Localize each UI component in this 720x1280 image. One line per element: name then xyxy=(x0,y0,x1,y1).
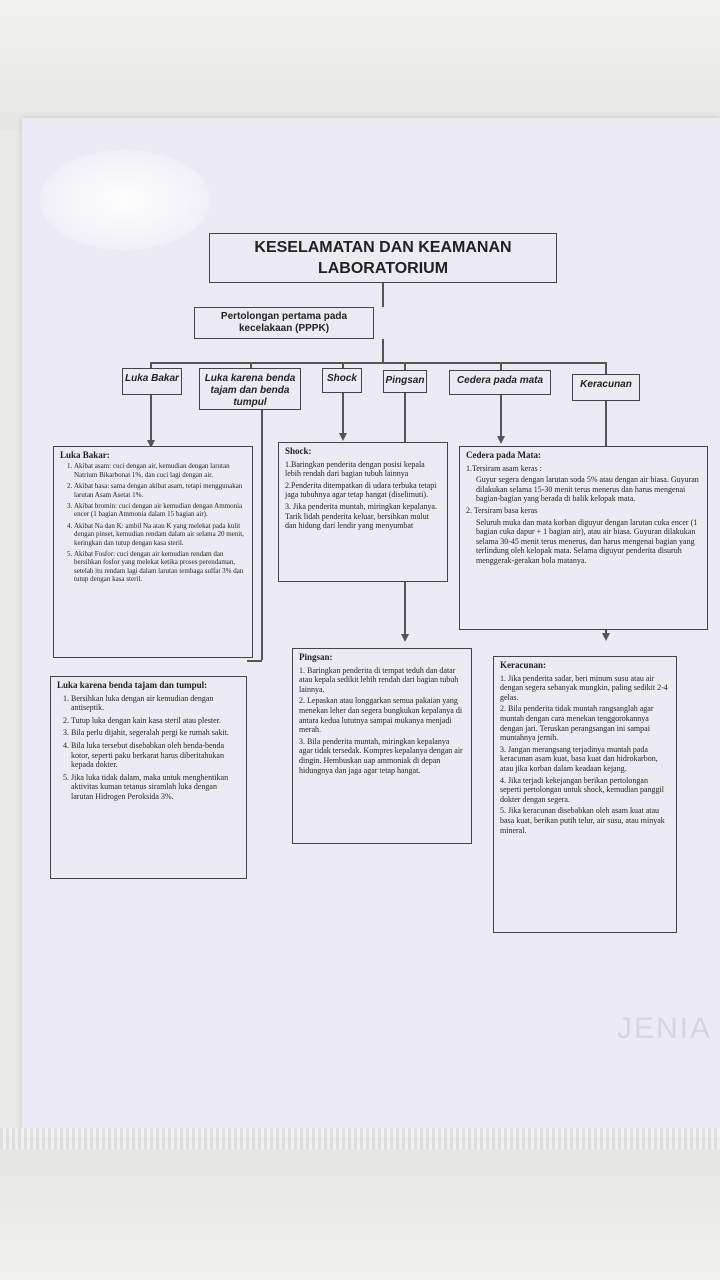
connector-line xyxy=(382,339,384,363)
light-glare xyxy=(40,150,210,250)
connector-line xyxy=(342,392,344,437)
list-item: 2. Bila penderita tidak muntah rangsanglah agar muntah dengan cara menekan tenggorokannya dengan jari. Teruskan perangsangan ini sampai muntahnya jernih. xyxy=(500,704,654,743)
connector-line xyxy=(500,362,502,370)
panel-heading: Luka Bakar: xyxy=(60,450,110,460)
list-item: 1.Baringkan penderita dengan posisi kepala lebih rendah dari bagian tubuh lainnya xyxy=(285,459,425,479)
panel-heading: Keracunan: xyxy=(500,660,546,670)
connector-line xyxy=(500,394,502,438)
list-item: 1. Baringkan penderita di tempat teduh dan datar atau kepala sedikit lebih rendah dari bagian tubuh lainnya. xyxy=(299,665,459,694)
connector-line xyxy=(261,400,263,660)
category-cedera-mata: Cedera pada mata xyxy=(449,370,551,395)
list-item: 3. Bila penderita muntah, miringkan kepalanya agar tidak tersedak. Kompres kepalanya dengan air dingin. Hembuskan uap ammoniak di depan hidungnya dan jaga agar tetap hangat. xyxy=(299,736,463,775)
category-luka-tajam: Luka karena benda tajam dan benda tumpul xyxy=(199,368,301,410)
arrow-icon xyxy=(497,436,505,444)
list-item: 1. Jika penderita sadar, beri minum susu atau air dengan segera sebanyak mungkin, paling sedikit 2-4 gelas. xyxy=(500,673,668,702)
list-item: Seluruh muka dan mata korban diguyur dengan larutan cuka encer (1 bagian cuka dapur + 1 bagian air), atau air biasa. Guyuran dilakukan selama 30-45 menit terus menerus, dan harus mengenai bagian yang terlindung oleh kelopak mata. Selama diguyur penderita disuruh menggerak-gerakan bola matanya. xyxy=(476,517,698,565)
arrow-icon xyxy=(401,634,409,642)
list-item: 2. Akibat basa: sama dengan akibat asam, tetapi menggunakan larutan Asam Asetat 1%. xyxy=(74,482,246,499)
panel-shock xyxy=(278,442,448,582)
laminate-edge xyxy=(0,1128,720,1150)
panel-heading: Shock: xyxy=(285,446,312,456)
connector-line xyxy=(247,660,262,662)
wall-background-top xyxy=(0,0,720,130)
arrow-icon xyxy=(339,433,347,441)
connector-line xyxy=(150,362,605,364)
list-item: 3. Jika penderita muntah, miringkan kepalanya. Tarik lidah penderita keluar, bersihkan mulut dan hidung dari lendir yang menyumbat xyxy=(285,501,437,531)
panel-heading: Luka karena benda tajam dan tumpul: xyxy=(57,680,208,690)
list-item: 2.Penderita ditempatkan di udara terbuka tetapi jaga tubuhnya agar tetap hangat (diselimuti). xyxy=(285,480,437,500)
list-item: 5. Akibat Fosfor: cuci dengan air kemudian rendam dan bersihkan fosfor yang melekat ketika proses perendaman, setelah itu rendam lagi dalam larutan tembaga sulfat 3% dan tutup dengan kasa steril. xyxy=(74,550,246,584)
panel-keracunan xyxy=(493,656,677,933)
list-item: 4. Akibat Na dan K: ambil Na atau K yang melekat pada kulit dengan pinset, kemudian rendam dalam air selama 20 menit, keringkan dan tutup dengan kasa steril. xyxy=(74,522,246,547)
page-title: KESELAMATAN DAN KEAMANAN LABORATORIUM xyxy=(209,233,557,283)
list-item: 1. Akibat asam: cuci dengan air, kemudian dengan larutan Natrium Bikarbonat 1%, dan cuci lagi dengan air. xyxy=(74,462,246,479)
panel-heading: Pingsan: xyxy=(299,652,333,662)
watermark-stamp: JENIA xyxy=(617,1012,713,1045)
panel-pingsan xyxy=(292,648,472,844)
panel-heading: Cedera pada Mata: xyxy=(466,450,541,460)
list-item: 3. Jangan merangsang terjadinya muntah pada keracunan asam kuat, basa kuat dan hidrokarbon, atau jika korban dalam keadaan kejang. xyxy=(500,744,658,773)
list-item: 4. Bila luka tersebut disebabkan oleh benda-benda kotor, seperti paku berkarat harus diberitahukan kepada dokter. xyxy=(71,741,240,770)
list-item: 5. Jika keracunan disebabkan oleh asam kuat atau basa kuat, berikan putih telur, air susu, atau minyak mineral. xyxy=(500,806,665,835)
category-keracunan: Keracunan xyxy=(572,374,640,401)
pppk-box: Pertolongan pertama pada kecelakaan (PPPK) xyxy=(194,307,374,339)
category-luka-bakar: Luka Bakar xyxy=(122,368,182,395)
panel-luka-bakar xyxy=(53,446,253,658)
connector-line xyxy=(605,362,607,374)
list-item: 4. Jika terjadi kekejangan berikan pertolongan seperti pertolongan untuk shock, kemudian panggil dokter dengan segera. xyxy=(500,775,664,804)
connector-line xyxy=(150,395,152,445)
list-item: 1.Tersiram asam keras : xyxy=(466,463,542,473)
wall-background-bottom xyxy=(0,1135,720,1280)
panel-cedera-mata xyxy=(459,446,708,630)
category-shock: Shock xyxy=(322,368,362,393)
panel-luka-tajam xyxy=(50,676,247,879)
list-item: 1. Bersihkan luka dengan air kemudian dengan antiseptik. xyxy=(71,694,240,713)
category-pingsan: Pingsan xyxy=(383,370,427,393)
list-item: 3. Bila perlu dijahit, segeralah pergi ke rumah sakit. xyxy=(71,728,240,738)
list-item: 5. Jika luka tidak dalam, maka untuk menghentikan aktivitas kuman tetanus siramlah luka dengan larutan Hidrogen Peroksida 3%. xyxy=(71,773,240,802)
arrow-icon xyxy=(602,633,610,641)
list-item: 2. Tersiram basa keras xyxy=(466,505,538,515)
connector-line xyxy=(404,362,406,370)
list-item: 2. Lepaskan atau longgarkan semua pakaian yang menekan leher dan segera bungkukan kepalanya di antara kedua lututnya sampai mukanya menjadi merah. xyxy=(299,696,463,735)
connector-line xyxy=(382,283,384,307)
list-item: 3. Akibat bromin: cuci dengan air kemudian dengan Ammonia encer (1 bagian Ammonia dalam 15 bagian air). xyxy=(74,502,246,519)
list-item: Guyur segera dengan larutan soda 5% atau dengan air biasa. Guyuran dilakukan selama 15-30 menit terus menerus dan harus mengenai bagian-bagian yang berada di balik kelopak mata. xyxy=(476,475,699,504)
list-item: 2. Tutup luka dengan kain kasa steril atau plester. xyxy=(71,716,240,726)
